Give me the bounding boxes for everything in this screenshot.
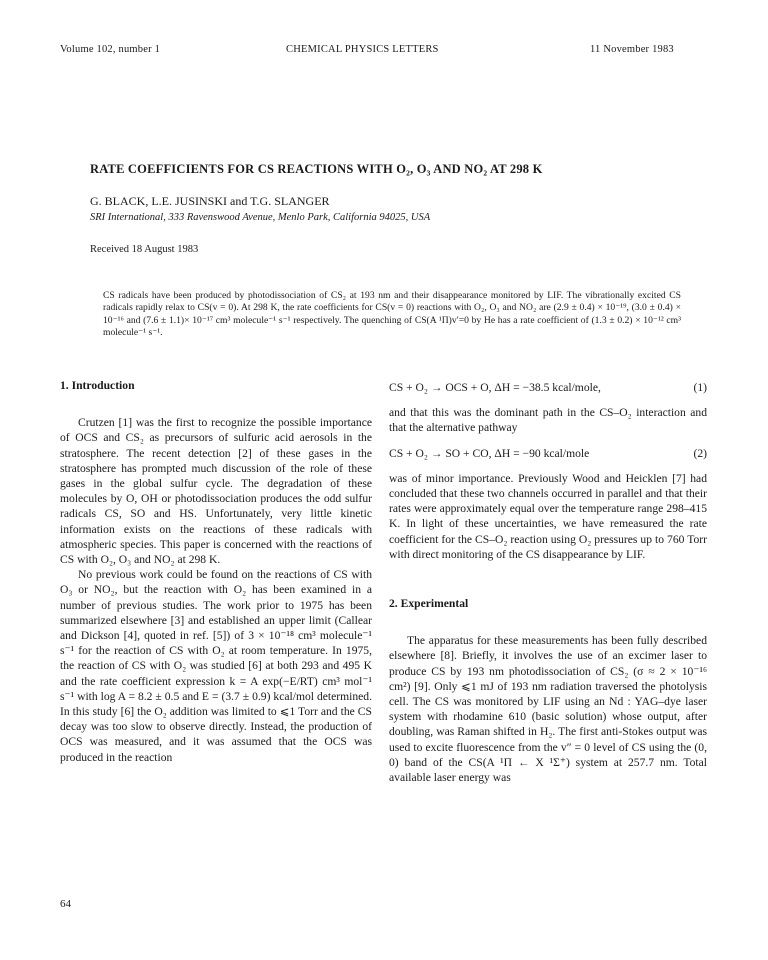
page-number: 64 — [60, 898, 71, 910]
intro-paragraph-1: Crutzen [1] was the first to recognize the possible importance of OCS and CS₂ as precursors of sulfuric acid aerosols in the stratosphere. The recent detection [2] of these gases in the stratosphere has prompted much discussion of the role of these gases in the global sulfur cycle. The degradation of these molecules by O, OH or photodissociation produces the odd sulfur radicals CS, SO and HS. Unfortunately, very little kinetic information exists on the reactions of these radicals with atmospheric species. This paper is concerned with the reactions of CS with O₂, O₃ and NO₂ at 298 K. — [60, 416, 372, 567]
equation-1-number: (1) — [693, 381, 707, 394]
equation-2 — [389, 446, 707, 461]
authors: G. BLACK, L.E. JUSINSKI and T.G. SLANGER — [90, 194, 330, 208]
experimental-paragraph: The apparatus for these measurements has been fully described elsewhere [8]. Briefly, it involves the use of an excimer laser to produce CS by 193 nm photodissociation of CS₂ (σ ≈ 2 × 10⁻¹⁶ cm²) [9]. Only ⩽1 mJ of 193 nm radiation traversed the photolysis cell. The CS was monitored by LIF using an Nd : YAG–dye laser system with rhodamine 610 (basic solution) whose output, after doubling, was Raman shifted in H₂. The first anti-Stokes output was used to excite fluorescence from the v″ = 0 level of CS using the (0, 0) band of the CS(A ¹Π ← X ¹Σ⁺) system at 257.7 nm. Total available laser energy was — [389, 634, 707, 785]
right-text-2: was of minor importance. Previously Wood and Heicklen [7] had concluded that these two channels occurred in parallel and that their rates were approximately equal over the temperature range 298–415 K. In light of these uncertainties, we have remeasured the rate coefficient for the CS–O₂ reaction using O₂ pressures up to 760 Torr with direct monitoring of the CS disappearance by LIF. — [389, 471, 707, 561]
paper-title: RATE COEFFICIENTS FOR CS REACTIONS WITH O₂, O₃ AND NO₂ AT 298 K — [90, 162, 543, 176]
volume-header: Volume 102, number 1 — [60, 44, 161, 55]
equation-1 — [389, 380, 707, 395]
equation-2-text: CS + O₂ → SO + CO, ΔH = −90 kcal/mole — [389, 446, 590, 460]
intro-paragraph-2: No previous work could be found on the reactions of CS with O₃ or NO₂, but the reaction with O₂ has been examined in a number of previous studies. The work prior to 1975 has been summarized elsewhere [3] and established an upper limit (Callear and Dickson [4], quoted in ref. [5]) of 3 × 10⁻¹⁸ cm³ molecule⁻¹ s⁻¹ for the reaction of CS with O₂ at room temperature. In 1975, the reaction of CS with O₂ was studied [6] at both 293 and 495 K and the rate coefficient expression k = A exp(−E/RT) cm³ mol⁻¹ s⁻¹ with log A = 8.2 ± 0.5 and E = (3.7 ± 0.9) kcal/mol determined. In this study [6] the O₂ addition was limited to ⩽1 Torr and the CS decay was too slow to observe directly. Instead, the production of OCS was measured, and it was assumed that the OCS was produced in the reaction — [60, 568, 372, 764]
received-date: Received 18 August 1983 — [90, 244, 199, 255]
equation-1-text: CS + O₂ → OCS + O, ΔH = −38.5 kcal/mole, — [389, 381, 601, 394]
section-heading-introduction: 1. Introduction — [60, 379, 135, 392]
date-header: 11 November 1983 — [590, 44, 674, 55]
right-text-1: and that this was the dominant path in the CS–O₂ interaction and that the alternative pathway — [389, 406, 707, 435]
journal-header: CHEMICAL PHYSICS LETTERS — [286, 44, 439, 55]
equation-2-number: (2) — [693, 446, 707, 460]
left-column — [60, 378, 372, 765]
section-heading-experimental: 2. Experimental — [389, 597, 469, 611]
abstract: CS radicals have been produced by photodissociation of CS₂ at 193 nm and their disappearance monitored by LIF. The vibrationally excited CS radicals rapidly relax to CS(v = 0). At 298 K, the rate coefficients for CS(v = 0) reactions with O₂, O₃ and NO₂ are (2.9 ± 0.4) × 10⁻¹⁹, (3.0 ± 0.4) × 10⁻¹⁶ and (7.6 ± 1.1)× 10⁻¹⁷ cm³ molecule⁻¹ s⁻¹ respectively. The quenching of CS(A ¹Π)v′=0 by He has a rate coefficient of (1.3 ± 0.2) × 10⁻¹² cm³ molecule⁻¹ s⁻¹. — [103, 290, 681, 339]
affiliation: SRI International, 333 Ravenswood Avenue, Menlo Park, California 94025, USA — [90, 212, 431, 223]
right-column — [389, 380, 707, 785]
